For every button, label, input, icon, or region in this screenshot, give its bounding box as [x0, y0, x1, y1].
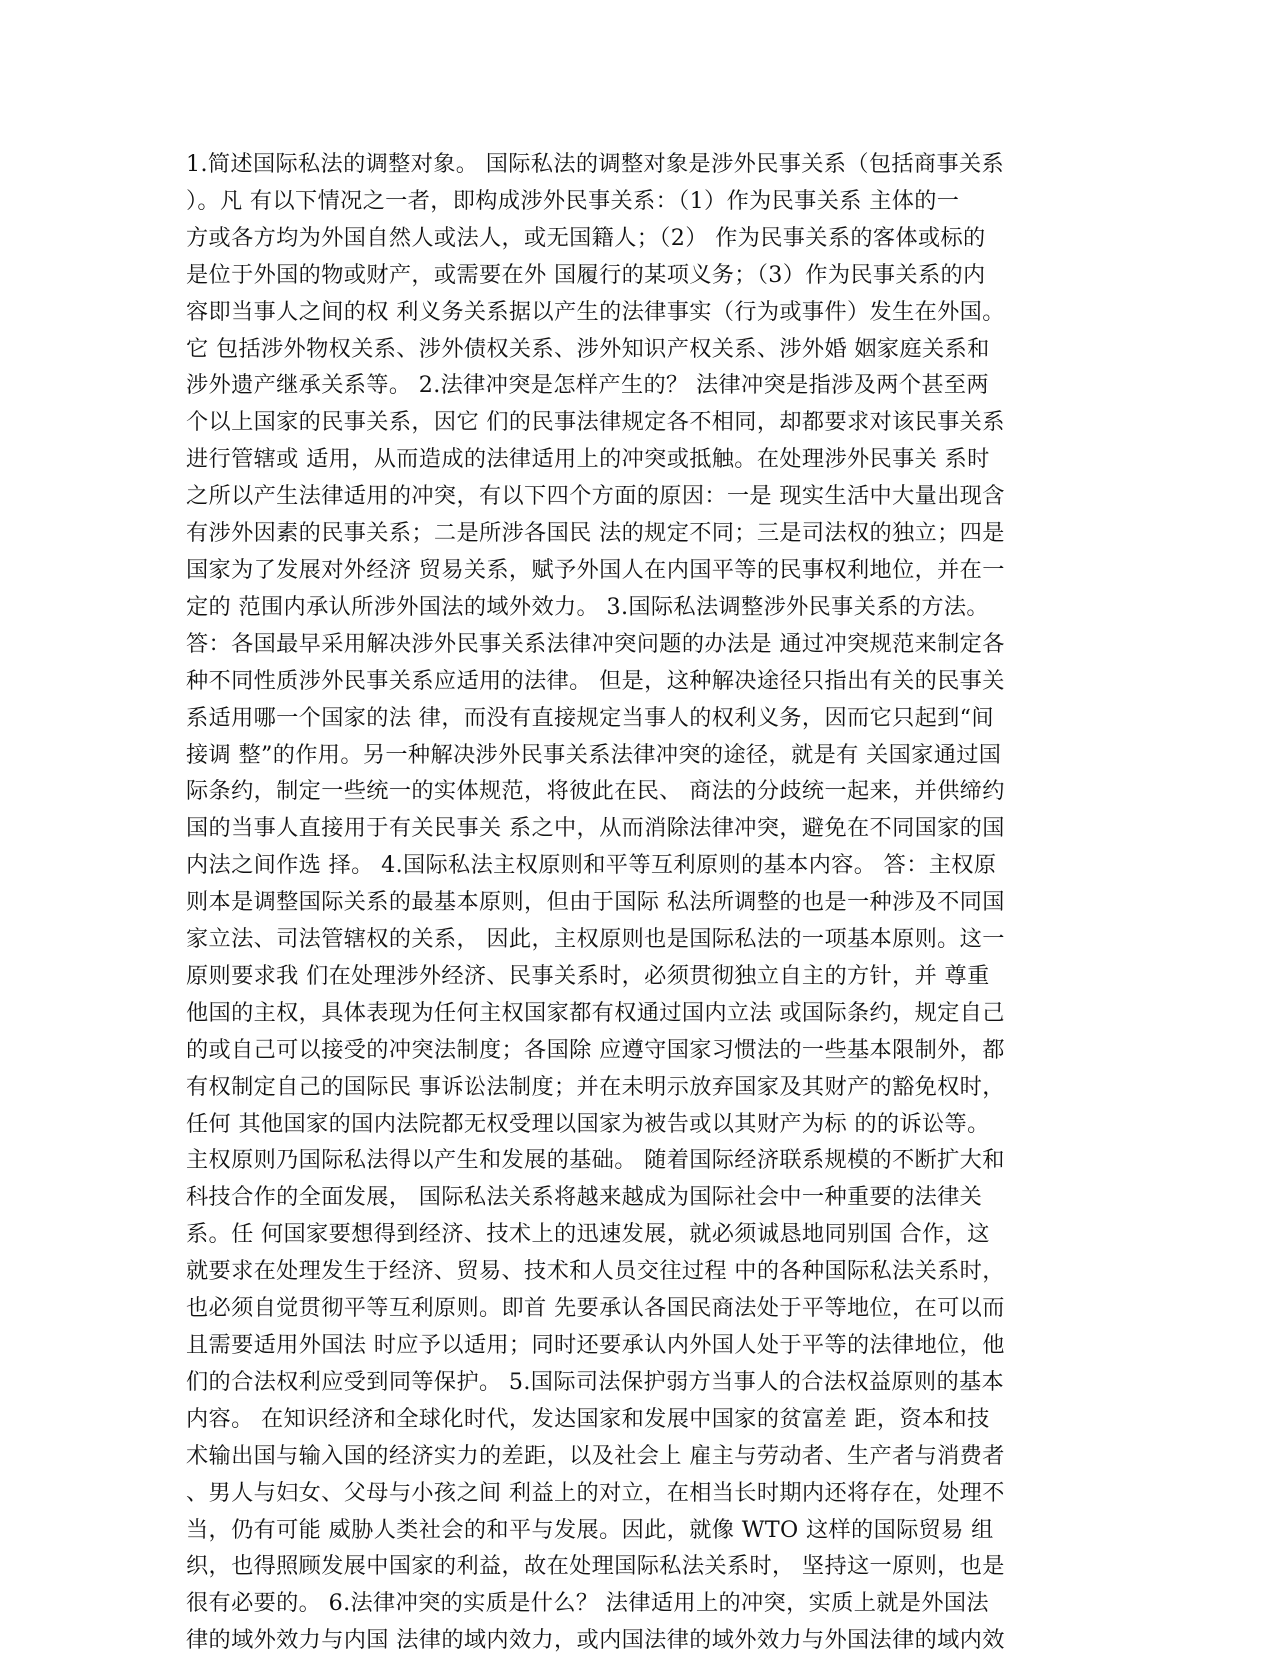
body-text: 1.简述国际私法的调整对象。 国际私法的调整对象是涉外民事关系（包括商事关系 ）。凡 有以下情况之一者，即构成涉外民事关系：（1）作为民事关系 主体的一 方或各方均为外国自然人或法人，或无国籍人；（2） 作为民事关系的客体或标的 是位于外国的物或财产，或需要在外 国履行的某项义务；（3）作为民事关系的内 容即当事人之间的权 利义务关系据以产生的法律事实（行为或事件）发生在外国。 它 包括涉外物权关系、涉外债权关系、涉外知识产权关系、涉外婚 姻家庭关系和 涉外遗产继承关系等。 2.法律冲突是怎样产生的？ 法律冲突是指涉及两个甚至两 个以上国家的民事关系，因它 们的民事法律规定各不相同，却都要求对该民事关系 进行管辖或 适用，从而造成的法律适用上的冲突或抵触。在处理涉外民事关 系时 之所以产生法律适用的冲突，有以下四个方面的原因：一是 现实生活中大量出现含 有涉外因素的民事关系；二是所涉各国民 法的规定不同；三是司法权的独立；四是 国家为了发展对外经济 贸易关系，赋予外国人在内国平等的民事权利地位，并在一 定的 范围内承认所涉外国法的域外效力。 3.国际私法调整涉外民事关系的方法。 答：各国最早采用解决涉外民事关系法律冲突问题的办法是 通过冲突规范来制定各 种不同性质涉外民事关系应适用的法律。 但是，这种解决途径只指出有关的民事关 系适用哪一个国家的法 律，而没有直接规定当事人的权利义务，因而它只起到“间 接调 整”的作用。另一种解决涉外民事关系法律冲突的途径，就是有 关国家通过国 际条约，制定一些统一的实体规范，将彼此在民、 商法的分歧统一起来，并供缔约 国的当事人直接用于有关民事关 系之中，从而消除法律冲突，避免在不同国家的国 内法之间作选 择。 4.国际私法主权原则和平等互利原则的基本内容。 答：主权原 则本是调整国际关系的最基本原则，但由于国际 私法所调整的也是一种涉及不同国 家立法、司法管辖权的关系， 因此，主权原则也是国际私法的一项基本原则。这一 原则要求我 们在处理涉外经济、民事关系时，必须贯彻独立自主的方针，并 尊重 他国的主权，具体表现为任何主权国家都有权通过国内立法 或国际条约，规定自己 的或自己可以接受的冲突法制度；各国除 应遵守国家习惯法的一些基本限制外，都 有权制定自己的国际民 事诉讼法制度；并在未明示放弃国家及其财产的豁免权时， 任何 其他国家的国内法院都无权受理以国家为被告或以其财产为标 的的诉讼等。 主权原则乃国际私法得以产生和发展的基础。 随着国际经济联系规模的不断扩大和 科技合作的全面发展， 国际私法关系将越来越成为国际社会中一种重要的法律关 系。任 何国家要想得到经济、技术上的迅速发展，就必须诚恳地同别国 合作，这 就要求在处理发生于经济、贸易、技术和人员交往过程 中的各种国际私法关系时， 也必须自觉贯彻平等互利原则。即首 先要承认各国民商法处于平等地位，在可以而 且需要适用外国法 时应予以适用；同时还要承认内外国人处于平等的法律地位，他 们的合法权利应受到同等保护。 5.国际司法保护弱方当事人的合法权益原则的基本 内容。 在知识经济和全球化时代，发达国家和发展中国家的贫富差 距，资本和技 术输出国与输入国的经济实力的差距，以及社会上 雇主与劳动者、生产者与消费者 、男人与妇女、父母与小孩之间 利益上的对立，在相当长时期内还将存在，处理不 当，仍有可能 威胁人类社会的和平与发展。因此，就像 WTO 这样的国际贸易 组 织，也得照顾发展中国家的利益，故在处理国际私法关系时， 坚持这一原则，也是 很有必要的。 6.法律冲突的实质是什么？ 法律适用上的冲突，实质上就是外国法 律的域外效力与内国 法律的域内效力，或内国法律的域外效力与外国法律的域内效	[186, 151, 1005, 1654]
